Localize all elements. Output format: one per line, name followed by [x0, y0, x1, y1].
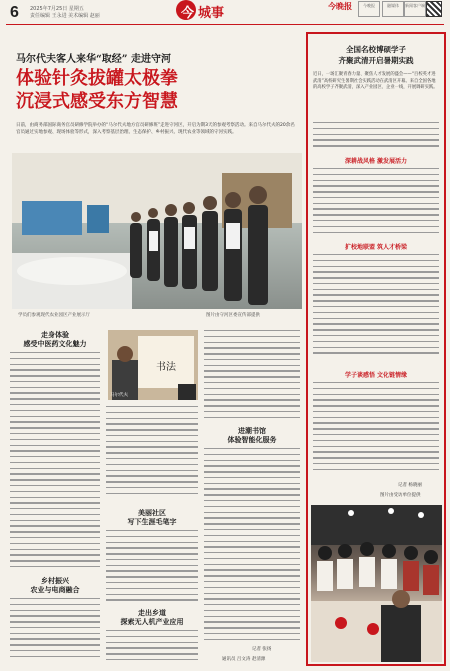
- headline-line: 体验针灸拔罐太极拳: [16, 68, 178, 89]
- lead-photo: [12, 153, 302, 309]
- column-subhead: 走身体验 感受中医药文化魅力: [23, 330, 87, 348]
- headline-line: 沉浸式感受东方智慧: [16, 91, 178, 112]
- sidebar-byline: 记者 杨晓丽: [398, 483, 422, 488]
- column-subhead: 进潮书馆 体验智能化服务: [227, 426, 277, 444]
- column-text: [106, 406, 198, 502]
- page-number: 6: [10, 4, 19, 21]
- qr-code-icon: [426, 1, 442, 17]
- svg-text:书法: 书法: [156, 362, 176, 373]
- calligraphy-illustration: [108, 330, 198, 400]
- sidebar-text: [313, 168, 439, 238]
- column-subhead: 美丽社区 写下生涯毛笔字: [127, 508, 177, 526]
- column-text: [10, 598, 100, 666]
- editor-credits: 责任编辑 王永进 美术编辑 赵丽: [30, 13, 100, 19]
- sidebar-subhead: 深耕战风格 激发展活力: [344, 158, 408, 165]
- lead-intro: 日前，由商务部国际商务官员研修学院举办的“马尔代夫地方官员研修班”走进守河区，开启为期3天的参观考察活动。来自马尔代夫的20余名官员通过实地参观、现场体验等形式，深入考察基层治理、生态保护、乡村振兴、现代农业等领域的守河实践。: [16, 123, 295, 135]
- article-byline: 通讯员 吕文涛 赵清源: [222, 657, 266, 662]
- sidebar-title: 全国名校博硕学子 齐聚武清开启暑期实践: [338, 45, 414, 65]
- column-text: [10, 352, 100, 574]
- sidebar-subhead: 学子谈感悟 文化链情缘: [344, 372, 408, 379]
- section-logo-glyph: 今: [181, 6, 195, 21]
- sidebar-text: [313, 122, 439, 152]
- header-rule: [6, 24, 444, 25]
- sidebar-photo-illustration: [311, 505, 442, 662]
- issue-date: 2025年7月25日 星期五: [30, 6, 84, 12]
- column-text: [106, 530, 198, 606]
- header-badge: 融媒体: [382, 1, 404, 17]
- photo-overlay-text: 马尔代夫: [110, 393, 128, 398]
- sidebar-photo: [311, 505, 442, 662]
- photo-caption: 学员们参观现代农业园区产业展示厅: [18, 313, 90, 318]
- lead-headline: [16, 67, 296, 113]
- sidebar-photo-credit: 图片由受访单位提供: [380, 493, 421, 498]
- column-text: [204, 330, 300, 422]
- paper-name: 今晚报: [328, 1, 352, 11]
- header-badge: 今晚报: [358, 1, 380, 17]
- lead-kicker: 马尔代夫客人来华“取经” 走进守河: [16, 54, 171, 65]
- column-subhead: 乡村振兴 农业与电商融合: [30, 576, 80, 594]
- calligraphy-photo: [108, 330, 198, 400]
- column-text: [204, 448, 300, 648]
- column-text: [106, 630, 198, 666]
- section-title: 城事: [198, 6, 225, 21]
- sidebar-text: [313, 254, 439, 362]
- date-line: [30, 6, 120, 20]
- sidebar-intro: 近日，一场汇聚青春力量、聚焦人才发展的盛会——“百校英才进武清”高校研究生暑期社会实践活动在武清区开幕。来自全国各地的高校学子齐聚武清，深入产业园区、企业一线，开展调研实践。: [313, 72, 438, 90]
- sidebar-text: [313, 382, 439, 478]
- lead-photo-illustration: [12, 153, 302, 309]
- article-byline: 记者 张扬: [252, 647, 272, 652]
- header-badge: 新闻客户端: [404, 1, 426, 17]
- photo-credit: 图片由守河区委宣传部提供: [206, 313, 260, 318]
- column-subhead: 走出乡道 探索无人机产业应用: [120, 608, 184, 626]
- sidebar-subhead: 扩校地联盟 筑人才桥梁: [344, 244, 408, 251]
